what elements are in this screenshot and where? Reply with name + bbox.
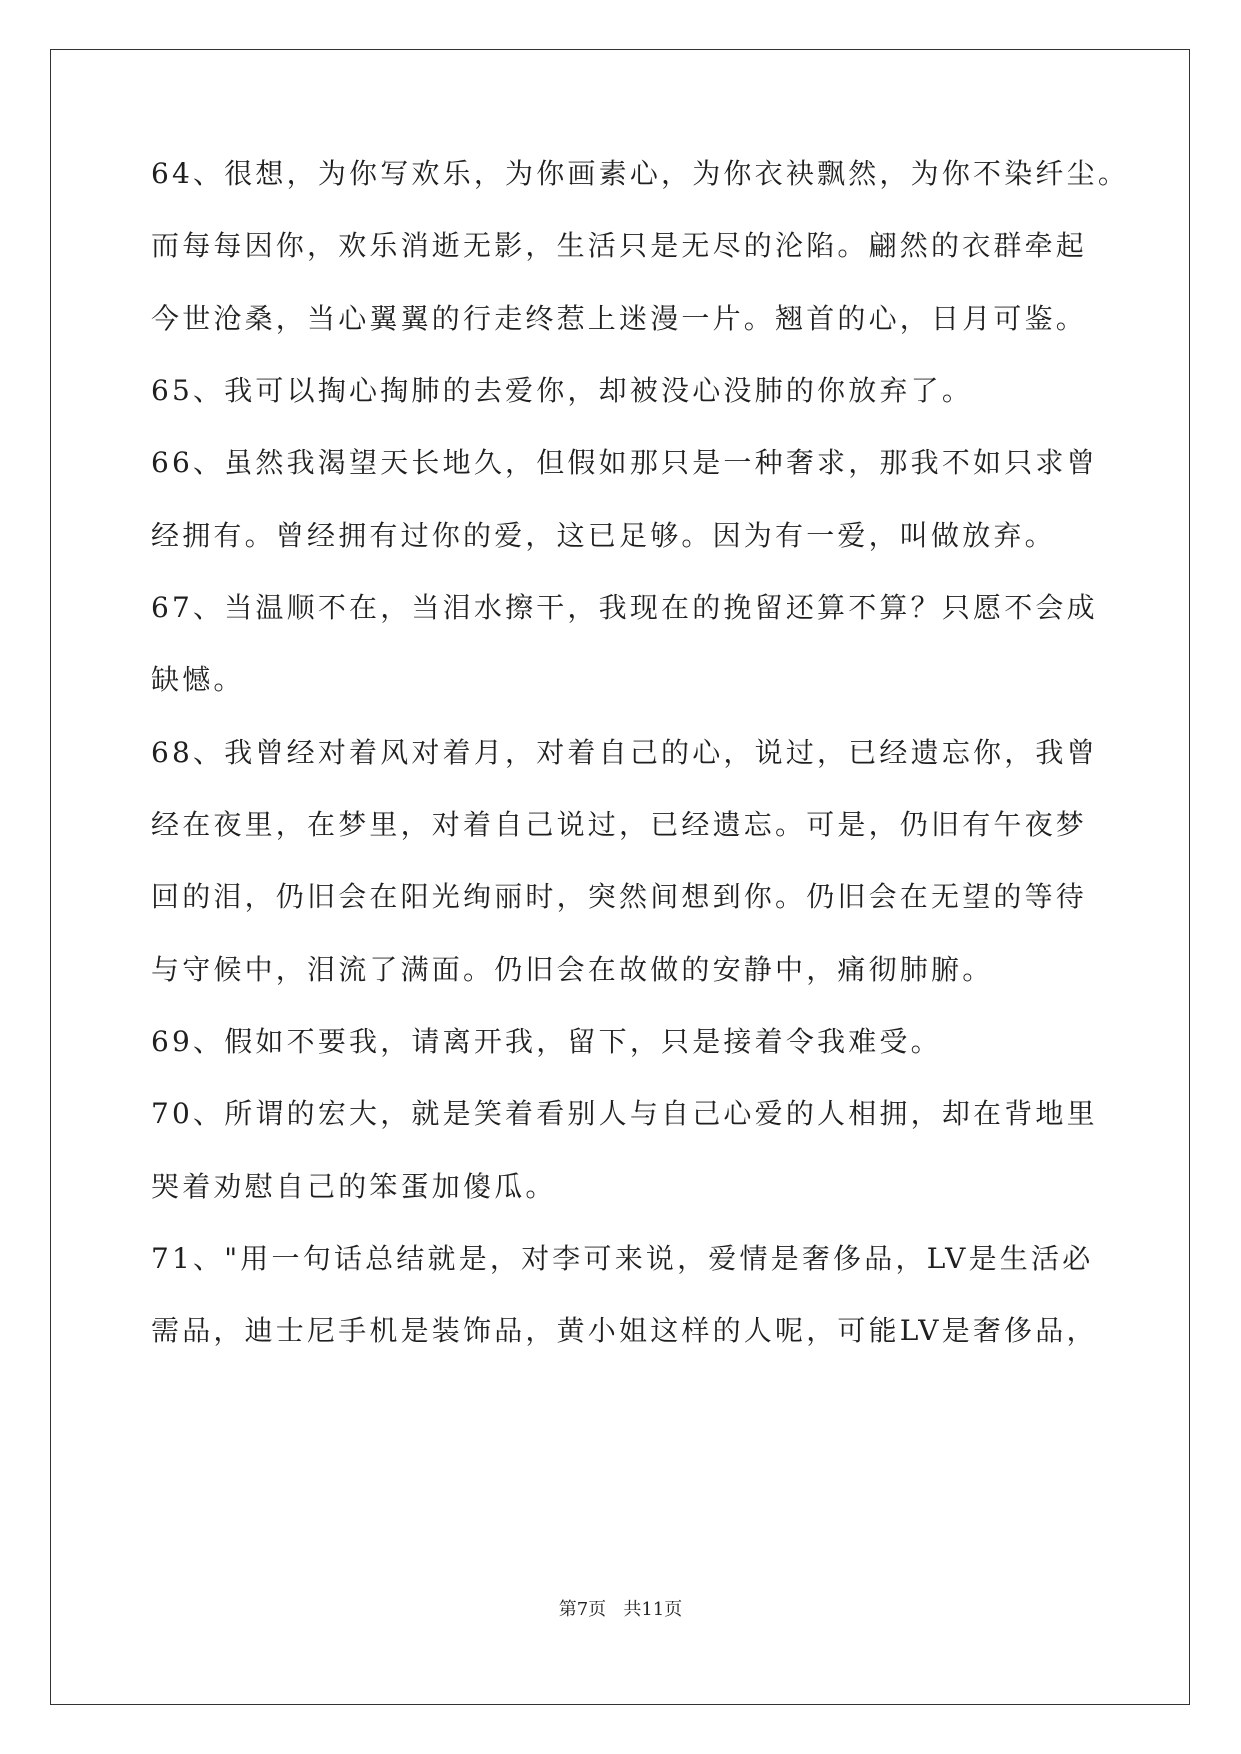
text-line: 68、我曾经对着风对着月，对着自己的心，说过，已经遗忘你，我曾 [151,736,1098,769]
text-line: 69、假如不要我，请离开我，留下，只是接着令我难受。 [151,1025,942,1058]
text-line: 而每每因你，欢乐消逝无影，生活只是无尽的沦陷。翩然的衣群牵起 [151,229,1088,262]
text-line: 67、当温顺不在，当泪水擦干，我现在的挽留还算不算？只愿不会成 [151,591,1098,624]
text-line: 经拥有。曾经拥有过你的爱，这已足够。因为有一爱，叫做放弃。 [151,519,1056,552]
text-line: 65、我可以掏心掏肺的去爱你，却被没心没肺的你放弃了。 [151,374,974,407]
text-line: 经在夜里，在梦里，对着自己说过，已经遗忘。可是，仍旧有午夜梦 [151,808,1088,841]
text-line: 回的泪，仍旧会在阳光绚丽时，突然间想到你。仍旧会在无望的等待 [151,880,1088,913]
text-line: 与守候中，泪流了满面。仍旧会在故做的安静中，痛彻肺腑。 [151,953,994,986]
text-line: 今世沧桑，当心翼翼的行走终惹上迷漫一片。翘首的心，日月可鉴。 [151,302,1088,335]
text-line: 71、"用一句话总结就是，对李可来说，爱情是奢侈品，LV是生活必 [151,1242,1094,1275]
text-line: 66、虽然我渴望天长地久，但假如那只是一种奢求，那我不如只求曾 [151,446,1098,479]
text-line: 64、很想，为你写欢乐，为你画素心，为你衣袂飘然，为你不染纤尘。 [151,157,1130,190]
text-line: 缺憾。 [151,663,245,696]
text-line: 哭着劝慰自己的笨蛋加傻瓜。 [151,1170,557,1203]
page-number-footer: 第7页 共11页 [558,1599,683,1620]
text-line: 需品，迪士尼手机是装饰品，黄小姐这样的人呢，可能LV是奢侈品， [151,1314,1098,1347]
text-line: 70、所谓的宏大，就是笑着看别人与自己心爱的人相拥，却在背地里 [151,1097,1098,1130]
